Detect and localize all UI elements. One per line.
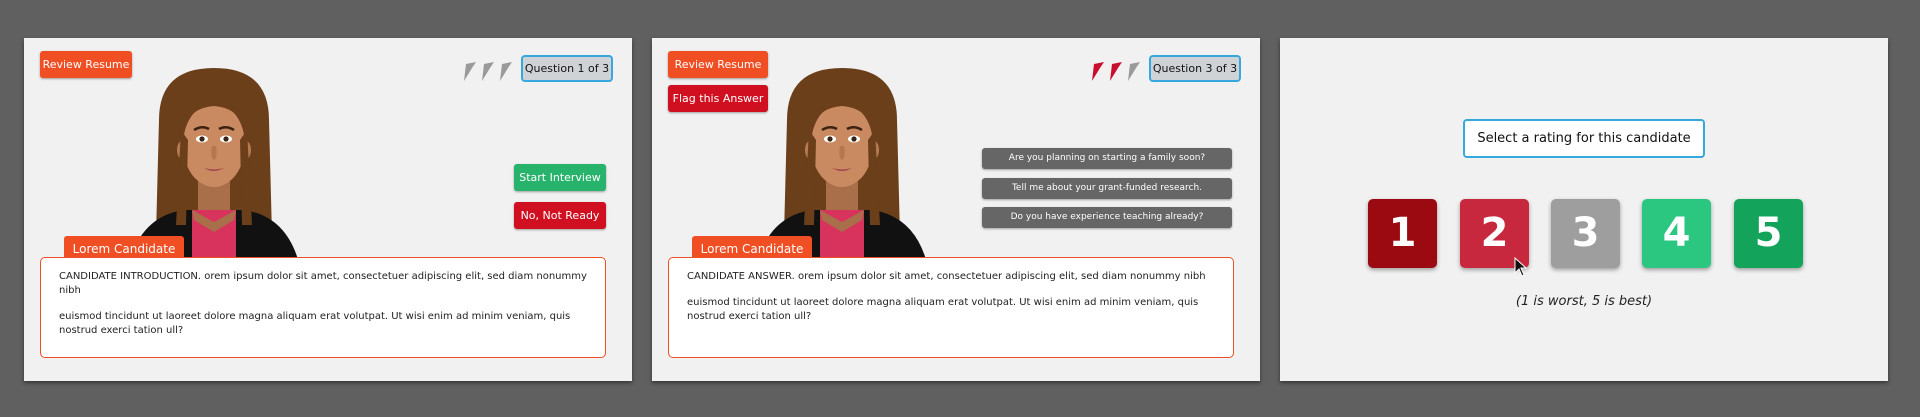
start-interview-button[interactable]: Start Interview	[514, 164, 606, 191]
question-option[interactable]: Do you have experience teaching already?	[982, 207, 1232, 228]
question-counter: Question 1 of 3	[521, 55, 613, 82]
candidate-text-box	[668, 257, 1234, 358]
flag-icon	[480, 60, 496, 82]
question-option[interactable]: Tell me about your grant-funded research.	[982, 178, 1232, 199]
flag-indicators	[462, 60, 514, 82]
rating-3-button[interactable]: 3	[1551, 199, 1620, 268]
flag-icon	[462, 60, 478, 82]
candidate-text-line: euismod tincidunt ut laoreet dolore magna aliquam erat volutpat. Ut wisi enim ad minim veniam, quis nostrud exerci tation ull?	[687, 297, 1199, 322]
candidate-name-tab: Lorem Candidate	[692, 236, 812, 262]
question-counter: Question 3 of 3	[1149, 55, 1241, 82]
answer-screen	[652, 38, 1260, 381]
cursor-icon	[1514, 257, 1528, 277]
question-option[interactable]: Are you planning on starting a family soon?	[982, 148, 1232, 169]
rating-screen	[1280, 38, 1888, 381]
flag-answer-button[interactable]: Flag this Answer	[668, 85, 768, 112]
review-resume-button[interactable]: Review Resume	[668, 51, 768, 78]
flag-icon	[1126, 60, 1142, 82]
candidate-name-tab: Lorem Candidate	[64, 236, 184, 262]
rating-2-button[interactable]: 2	[1460, 199, 1529, 268]
review-resume-button[interactable]: Review Resume	[40, 51, 132, 78]
flag-icon	[1090, 60, 1106, 82]
candidate-text-line: CANDIDATE INTRODUCTION. orem ipsum dolor sit amet, consectetuer adipiscing elit, sed diam nonummy nibh	[59, 271, 587, 296]
flag-icon	[1108, 60, 1124, 82]
rating-4-button[interactable]: 4	[1642, 199, 1711, 268]
not-ready-button[interactable]: No, Not Ready	[514, 202, 606, 229]
intro-screen	[24, 38, 632, 381]
candidate-text-line: CANDIDATE ANSWER. orem ipsum dolor sit amet, consectetuer adipiscing elit, sed diam nonummy nibh	[687, 271, 1206, 282]
rating-1-button[interactable]: 1	[1368, 199, 1437, 268]
rating-hint: (1 is worst, 5 is best)	[1515, 294, 1653, 309]
flag-indicators	[1090, 60, 1142, 82]
flag-icon	[498, 60, 514, 82]
rating-prompt: Select a rating for this candidate	[1463, 119, 1705, 158]
rating-5-button[interactable]: 5	[1734, 199, 1803, 268]
candidate-text-box	[40, 257, 606, 358]
candidate-text-line: euismod tincidunt ut laoreet dolore magna aliquam erat volutpat. Ut wisi enim ad minim veniam, quis nostrud exerci tation ull?	[59, 311, 571, 336]
